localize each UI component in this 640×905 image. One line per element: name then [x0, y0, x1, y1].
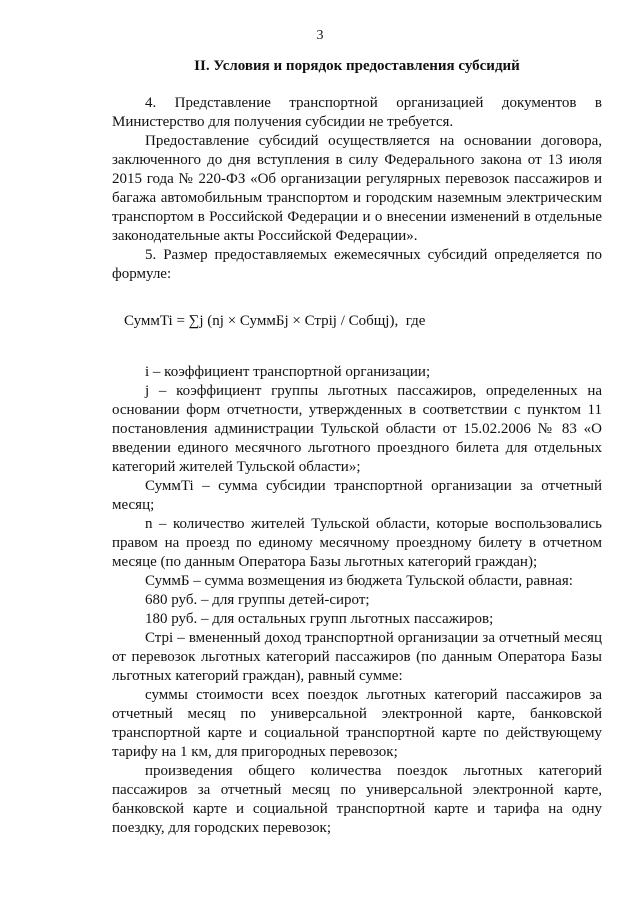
sum-suburban-trips: суммы стоимости всех поездок льготных категорий пассажиров за отчетный месяц по универсальной электронной карте, банковской транспортной карте и социальной транспортной карте по действующему тарифу на 1 км, для пригородных перевозок; — [112, 687, 602, 760]
amount-orphans: 680 руб. – для группы детей-сирот; — [145, 592, 370, 608]
subsidy-formula — [124, 312, 602, 331]
page-number: 3 — [316, 28, 324, 43]
definition-summ-b: СуммБ – сумма возмещения из бюджета Тульской области, равная: — [145, 573, 573, 589]
paragraph-documents-not-required: 4. Представление транспортной организацией документов в Министерство для получения субсидии не требуется. — [112, 95, 602, 130]
definition-i: i – коэффициент транспортной организации; — [145, 364, 431, 380]
definition-str-i: Стрi – вмененный доход транспортной организации за отчетный месяц от перевозок льготных категорий пассажиров (по данным Оператора Базы льготных категорий граждан), равный сумме: — [112, 630, 602, 684]
definition-n: n – количество жителей Тульской области, которые воспользовались правом на проезд по единому месячному проездному билету в отчетном месяце (по данным Оператора Базы льготных категорий граждан); — [112, 516, 602, 570]
section-title: II. Условия и порядок предоставления субсидий — [194, 58, 520, 74]
definition-j: j – коэффициент группы льготных пассажиров, определенных на основании форм отчетности, утвержденных в соответствии с пунктом 11 постановления администрации Тульской области от 15.02.2006 № 83 «О введении единого месячного льготного проездного билета для отдельных категорий жителей Тульской области»; — [112, 383, 602, 475]
product-city-trips: произведения общего количества поездок льготных категорий пассажиров за отчетный месяц по универсальной электронной карте, банковской карте и социальной транспортной карте и тарифа на одну поездку, для городских перевозок; — [112, 763, 602, 836]
formula-text: СуммTi = ∑j (nj × СуммБj × Стрij / Собщj), где — [124, 313, 426, 329]
paragraph-formula-intro: 5. Размер предоставляемых ежемесячных субсидий определяется по формуле: — [112, 247, 602, 282]
definition-summ-ti: СуммTi – сумма субсидии транспортной организации за отчетный месяц; — [112, 478, 602, 513]
paragraph-subsidy-basis: Предоставление субсидий осуществляется на основании договора, заключенного до дня вступления в силу Федерального закона от 13 июля 2015 года № 220-ФЗ «Об организации регулярных перевозок пассажиров и багажа автомобильным транспортом и городским наземным электрическим транспортом в Российской Федерации и о внесении изменений в отдельные законодательные акты Российской Федерации». — [112, 133, 602, 244]
document-body — [112, 94, 602, 838]
amount-other-groups: 180 руб. – для остальных групп льготных пассажиров; — [145, 611, 494, 627]
